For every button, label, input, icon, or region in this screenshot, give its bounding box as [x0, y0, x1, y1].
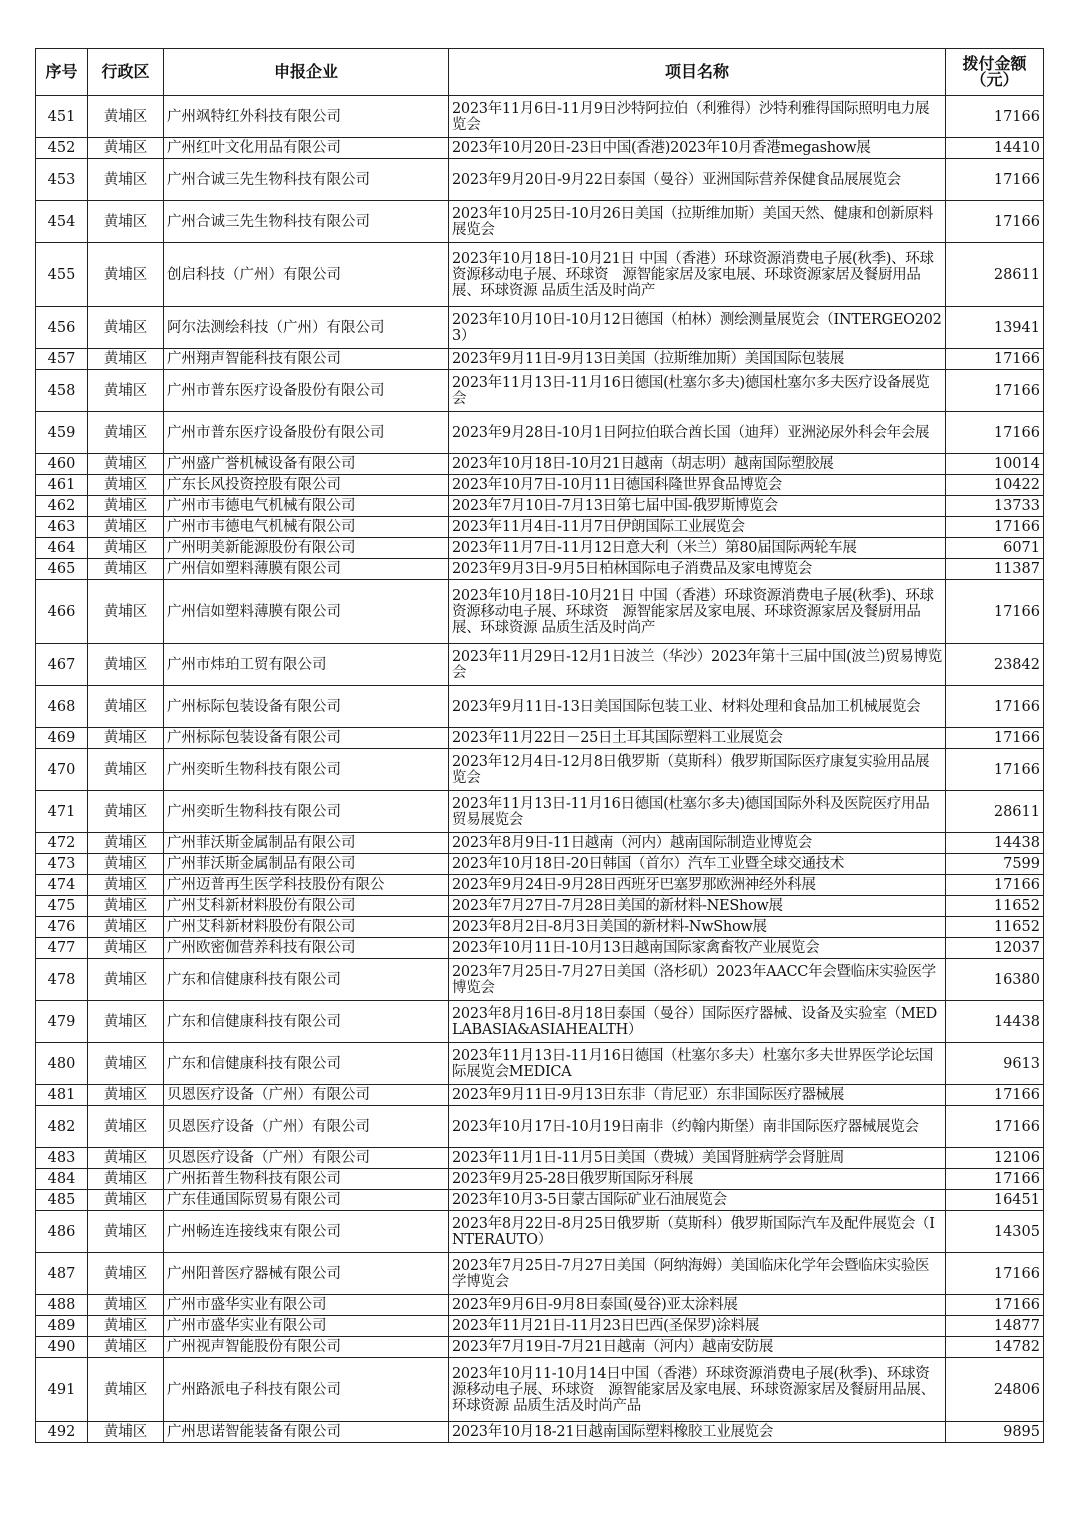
row-enterprise: 广州标际包装设备有限公司: [164, 728, 449, 749]
row-serial-no: 475: [36, 896, 88, 917]
row-serial-no: 454: [36, 201, 88, 243]
row-serial-no: 465: [36, 559, 88, 580]
row-enterprise: 广州市普东医疗设备股份有限公司: [164, 412, 449, 454]
row-enterprise: 广州信如塑料薄膜有限公司: [164, 559, 449, 580]
table-row: [36, 96, 1044, 138]
row-project-name: 2023年11月22日－25日土耳其国际塑料工业展览会: [449, 728, 946, 749]
table-row: [36, 728, 1044, 749]
table-row: [36, 412, 1044, 454]
row-project-name: 2023年7月27日-7月28日美国的新材料-NEShow展: [449, 896, 946, 917]
row-serial-no: 477: [36, 938, 88, 959]
row-project-name: 2023年9月20日-9月22日泰国（曼谷）亚洲国际营养保健食品展展览会: [449, 159, 946, 201]
header-row: [36, 49, 1044, 96]
table-row: [36, 749, 1044, 791]
row-enterprise: 广东和信健康科技有限公司: [164, 1001, 449, 1043]
row-project-name: 2023年10月17日-10月19日南非（约翰内斯堡）南非国际医疗器械展览会: [449, 1106, 946, 1148]
row-project-name: 2023年9月6日-9月8日泰国(曼谷)亚太涂料展: [449, 1295, 946, 1316]
row-district: 黄埔区: [88, 1001, 164, 1043]
row-project-name: 2023年10月18日-20日韩国（首尔）汽车工业暨全球交通技术: [449, 854, 946, 875]
row-enterprise: 广州视声智能股份有限公司: [164, 1337, 449, 1358]
row-amount: 17166: [946, 349, 1044, 370]
row-district: 黄埔区: [88, 938, 164, 959]
row-amount: 17166: [946, 875, 1044, 896]
row-amount: 14782: [946, 1337, 1044, 1358]
row-enterprise: 广州盛广誉机械设备有限公司: [164, 454, 449, 475]
row-enterprise: 广东长风投资控股有限公司: [164, 475, 449, 496]
row-serial-no: 492: [36, 1422, 88, 1443]
header-project-name: 项目名称: [449, 49, 946, 96]
row-amount: 9613: [946, 1043, 1044, 1085]
row-serial-no: 459: [36, 412, 88, 454]
table-row: [36, 1085, 1044, 1106]
row-serial-no: 453: [36, 159, 88, 201]
row-enterprise: 广州市盛华实业有限公司: [164, 1316, 449, 1337]
row-amount: 11652: [946, 917, 1044, 938]
table-row: [36, 1358, 1044, 1422]
row-serial-no: 469: [36, 728, 88, 749]
row-district: 黄埔区: [88, 559, 164, 580]
header-enterprise: 申报企业: [164, 49, 449, 96]
row-amount: 14438: [946, 1001, 1044, 1043]
row-enterprise: 广州红叶文化用品有限公司: [164, 138, 449, 159]
table-row: [36, 896, 1044, 917]
row-project-name: 2023年12月4日-12月8日俄罗斯（莫斯科）俄罗斯国际医疗康复实验用品展览会: [449, 749, 946, 791]
row-project-name: 2023年11月6日-11月9日沙特阿拉伯（利雅得）沙特利雅得国际照明电力展览会: [449, 96, 946, 138]
row-project-name: 2023年10月18日-10月21日 中国（香港）环球资源消费电子展(秋季)、环球资源移动电子展、环球资 源智能家居及家电展、环球资源家居及餐厨用品展、环球资源 品质生活及时尚产: [449, 243, 946, 307]
table-row: [36, 517, 1044, 538]
row-enterprise: 广州飒特红外科技有限公司: [164, 96, 449, 138]
row-amount: 17166: [946, 1295, 1044, 1316]
row-enterprise: 广东和信健康科技有限公司: [164, 1043, 449, 1085]
row-serial-no: 473: [36, 854, 88, 875]
row-district: 黄埔区: [88, 1085, 164, 1106]
row-enterprise: 广州明美新能源股份有限公司: [164, 538, 449, 559]
row-enterprise: 广州标际包装设备有限公司: [164, 686, 449, 728]
row-enterprise: 广州拓普生物科技有限公司: [164, 1169, 449, 1190]
allocation-table: [35, 48, 1044, 1443]
row-amount: 17166: [946, 159, 1044, 201]
row-project-name: 2023年10月3-5日蒙古国际矿业石油展览会: [449, 1190, 946, 1211]
row-serial-no: 479: [36, 1001, 88, 1043]
table-row: [36, 644, 1044, 686]
row-serial-no: 486: [36, 1211, 88, 1253]
row-enterprise: 广东和信健康科技有限公司: [164, 959, 449, 1001]
table-row: [36, 1337, 1044, 1358]
row-enterprise: 广州菲沃斯金属制品有限公司: [164, 854, 449, 875]
table-row: [36, 159, 1044, 201]
row-amount: 14305: [946, 1211, 1044, 1253]
row-enterprise: 广东佳通国际贸易有限公司: [164, 1190, 449, 1211]
row-enterprise: 广州合诚三先生物科技有限公司: [164, 159, 449, 201]
row-district: 黄埔区: [88, 959, 164, 1001]
row-district: 黄埔区: [88, 917, 164, 938]
row-amount: 17166: [946, 412, 1044, 454]
row-enterprise: 广州迈普再生医学科技股份有限公: [164, 875, 449, 896]
row-project-name: 2023年9月28日-10月1日阿拉伯联合酋长国（迪拜）亚洲泌尿外科会年会展: [449, 412, 946, 454]
row-amount: 14438: [946, 833, 1044, 854]
row-serial-no: 466: [36, 580, 88, 644]
row-amount: 10422: [946, 475, 1044, 496]
row-serial-no: 457: [36, 349, 88, 370]
row-amount: 17166: [946, 96, 1044, 138]
row-project-name: 2023年11月13日-11月16日德国（杜塞尔多夫）杜塞尔多夫世界医学论坛国际展览会MEDICA: [449, 1043, 946, 1085]
row-project-name: 2023年9月11日-9月13日美国（拉斯维加斯）美国国际包装展: [449, 349, 946, 370]
row-enterprise: 广州欧密伽营养科技有限公司: [164, 938, 449, 959]
row-amount: 16451: [946, 1190, 1044, 1211]
row-district: 黄埔区: [88, 896, 164, 917]
row-district: 黄埔区: [88, 749, 164, 791]
table-row: [36, 370, 1044, 412]
row-district: 黄埔区: [88, 201, 164, 243]
row-serial-no: 472: [36, 833, 88, 854]
row-enterprise: 广州合诚三先生物科技有限公司: [164, 201, 449, 243]
row-district: 黄埔区: [88, 1211, 164, 1253]
row-project-name: 2023年10月20日-23日中国(香港)2023年10月香港megashow展: [449, 138, 946, 159]
table-row: [36, 791, 1044, 833]
row-amount: 17166: [946, 201, 1044, 243]
table-row: [36, 854, 1044, 875]
table-row: [36, 1190, 1044, 1211]
row-serial-no: 476: [36, 917, 88, 938]
row-project-name: 2023年11月21日-11月23日巴西(圣保罗)涂料展: [449, 1316, 946, 1337]
row-amount: 17166: [946, 686, 1044, 728]
row-project-name: 2023年7月19日-7月21日越南（河内）越南安防展: [449, 1337, 946, 1358]
table-row: [36, 938, 1044, 959]
row-project-name: 2023年10月11日-10月13日越南国际家禽畜牧产业展览会: [449, 938, 946, 959]
row-amount: 17166: [946, 1169, 1044, 1190]
row-project-name: 2023年9月25-28日俄罗斯国际牙科展: [449, 1169, 946, 1190]
table-row: [36, 917, 1044, 938]
row-district: 黄埔区: [88, 833, 164, 854]
table-row: [36, 959, 1044, 1001]
row-district: 黄埔区: [88, 686, 164, 728]
row-project-name: 2023年8月16日-8月18日泰国（曼谷）国际医疗器械、设备及实验室（MEDLABASIA&ASIAHEALTH）: [449, 1001, 946, 1043]
table-row: [36, 307, 1044, 349]
row-district: 黄埔区: [88, 644, 164, 686]
table-row: [36, 875, 1044, 896]
row-enterprise: 广州阳普医疗器械有限公司: [164, 1253, 449, 1295]
row-project-name: 2023年10月11-10月14日中国（香港）环球资源消费电子展(秋季)、环球资源移动电子展、环球资 源智能家居及家电展、环球资源家居及餐厨用品展、环球资源 品质生活及时尚产品: [449, 1358, 946, 1422]
row-district: 黄埔区: [88, 791, 164, 833]
row-serial-no: 480: [36, 1043, 88, 1085]
row-serial-no: 464: [36, 538, 88, 559]
row-enterprise: 广州信如塑料薄膜有限公司: [164, 580, 449, 644]
row-enterprise: 广州市炜珀工贸有限公司: [164, 644, 449, 686]
table-row: [36, 1422, 1044, 1443]
table-row: [36, 1169, 1044, 1190]
row-project-name: 2023年9月24日-9月28日西班牙巴塞罗那欧洲神经外科展: [449, 875, 946, 896]
row-project-name: 2023年9月3日-9月5日柏林国际电子消费品及家电博览会: [449, 559, 946, 580]
row-amount: 10014: [946, 454, 1044, 475]
row-serial-no: 485: [36, 1190, 88, 1211]
row-enterprise: 广州菲沃斯金属制品有限公司: [164, 833, 449, 854]
row-district: 黄埔区: [88, 412, 164, 454]
row-project-name: 2023年8月22日-8月25日俄罗斯（莫斯科）俄罗斯国际汽车及配件展览会（INTERAUTO）: [449, 1211, 946, 1253]
row-district: 黄埔区: [88, 1358, 164, 1422]
row-amount: 11387: [946, 559, 1044, 580]
row-serial-no: 456: [36, 307, 88, 349]
table-row: [36, 1148, 1044, 1169]
row-district: 黄埔区: [88, 1190, 164, 1211]
row-project-name: 2023年10月7日-10月11日德国科隆世界食品博览会: [449, 475, 946, 496]
row-district: 黄埔区: [88, 349, 164, 370]
row-district: 黄埔区: [88, 1295, 164, 1316]
row-serial-no: 474: [36, 875, 88, 896]
row-district: 黄埔区: [88, 370, 164, 412]
row-enterprise: 广州路派电子科技有限公司: [164, 1358, 449, 1422]
row-amount: 17166: [946, 728, 1044, 749]
row-amount: 14410: [946, 138, 1044, 159]
row-amount: 17166: [946, 580, 1044, 644]
row-enterprise: 贝恩医疗设备（广州）有限公司: [164, 1085, 449, 1106]
row-project-name: 2023年11月7日-11月12日意大利（米兰）第80届国际两轮车展: [449, 538, 946, 559]
row-district: 黄埔区: [88, 1169, 164, 1190]
row-amount: 17166: [946, 370, 1044, 412]
row-district: 黄埔区: [88, 580, 164, 644]
row-project-name: 2023年10月25日-10月26日美国（拉斯维加斯）美国天然、健康和创新原料展览会: [449, 201, 946, 243]
row-serial-no: 490: [36, 1337, 88, 1358]
row-serial-no: 468: [36, 686, 88, 728]
row-enterprise: 广州奕昕生物科技有限公司: [164, 791, 449, 833]
row-serial-no: 461: [36, 475, 88, 496]
row-serial-no: 463: [36, 517, 88, 538]
table-row: [36, 1295, 1044, 1316]
header-district: 行政区: [88, 49, 164, 96]
header-amount: 拨付金额（元）: [946, 49, 1044, 96]
table-row: [36, 580, 1044, 644]
row-district: 黄埔区: [88, 138, 164, 159]
row-project-name: 2023年7月25日-7月27日美国（洛杉矶）2023年AACC年会暨临床实验医学博览会: [449, 959, 946, 1001]
row-amount: 12037: [946, 938, 1044, 959]
row-amount: 28611: [946, 243, 1044, 307]
row-serial-no: 488: [36, 1295, 88, 1316]
row-amount: 11652: [946, 896, 1044, 917]
table-body: [36, 96, 1044, 1443]
row-serial-no: 491: [36, 1358, 88, 1422]
row-district: 黄埔区: [88, 854, 164, 875]
row-enterprise: 阿尔法测绘科技（广州）有限公司: [164, 307, 449, 349]
row-enterprise: 广州奕昕生物科技有限公司: [164, 749, 449, 791]
row-serial-no: 487: [36, 1253, 88, 1295]
row-enterprise: 广州市盛华实业有限公司: [164, 1295, 449, 1316]
row-amount: 12106: [946, 1148, 1044, 1169]
row-project-name: 2023年7月10日-7月13日第七届中国-俄罗斯博览会: [449, 496, 946, 517]
row-amount: 24806: [946, 1358, 1044, 1422]
row-project-name: 2023年9月11日-9月13日东非（肯尼亚）东非国际医疗器械展: [449, 1085, 946, 1106]
row-serial-no: 462: [36, 496, 88, 517]
table-row: [36, 1253, 1044, 1295]
row-amount: 7599: [946, 854, 1044, 875]
row-enterprise: 广州畅连连接线束有限公司: [164, 1211, 449, 1253]
row-serial-no: 460: [36, 454, 88, 475]
row-serial-no: 482: [36, 1106, 88, 1148]
row-project-name: 2023年8月2日-8月3日美国的新材料-NwShow展: [449, 917, 946, 938]
table-row: [36, 1043, 1044, 1085]
row-project-name: 2023年9月11日-13日美国国际包装工业、材料处理和食品加工机械展览会: [449, 686, 946, 728]
table-row: [36, 538, 1044, 559]
row-amount: 9895: [946, 1422, 1044, 1443]
row-amount: 28611: [946, 791, 1044, 833]
row-serial-no: 467: [36, 644, 88, 686]
table-row: [36, 1001, 1044, 1043]
row-district: 黄埔区: [88, 1106, 164, 1148]
row-amount: 17166: [946, 1106, 1044, 1148]
row-district: 黄埔区: [88, 159, 164, 201]
row-district: 黄埔区: [88, 243, 164, 307]
row-serial-no: 478: [36, 959, 88, 1001]
row-district: 黄埔区: [88, 1043, 164, 1085]
row-district: 黄埔区: [88, 538, 164, 559]
row-enterprise: 广州市普东医疗设备股份有限公司: [164, 370, 449, 412]
table-row: [36, 559, 1044, 580]
row-enterprise: 广州艾科新材料股份有限公司: [164, 917, 449, 938]
row-project-name: 2023年7月25日-7月27日美国（阿纳海姆）美国临床化学年会暨临床实验医学博览会: [449, 1253, 946, 1295]
table-row: [36, 833, 1044, 854]
table-row: [36, 496, 1044, 517]
row-serial-no: 483: [36, 1148, 88, 1169]
row-project-name: 2023年11月13日-11月16日德国(杜塞尔多夫)德国杜塞尔多夫医疗设备展览会: [449, 370, 946, 412]
table-row: [36, 454, 1044, 475]
row-district: 黄埔区: [88, 454, 164, 475]
table-row: [36, 1211, 1044, 1253]
row-serial-no: 452: [36, 138, 88, 159]
table-row: [36, 475, 1044, 496]
row-project-name: 2023年10月18日-10月21日 中国（香港）环球资源消费电子展(秋季)、环球资源移动电子展、环球资 源智能家居及家电展、环球资源家居及餐厨用品展、环球资源 品质生活及时尚产: [449, 580, 946, 644]
row-enterprise: 贝恩医疗设备（广州）有限公司: [164, 1106, 449, 1148]
row-district: 黄埔区: [88, 875, 164, 896]
table-row: [36, 1316, 1044, 1337]
row-amount: 17166: [946, 749, 1044, 791]
row-amount: 17166: [946, 1085, 1044, 1106]
row-project-name: 2023年11月1日-11月5日美国（费城）美国肾脏病学会肾脏周: [449, 1148, 946, 1169]
table-row: [36, 1106, 1044, 1148]
row-amount: 14877: [946, 1316, 1044, 1337]
row-district: 黄埔区: [88, 96, 164, 138]
row-project-name: 2023年11月4日-11月7日伊朗国际工业展览会: [449, 517, 946, 538]
row-amount: 13733: [946, 496, 1044, 517]
row-project-name: 2023年10月18-21日越南国际塑料橡胶工业展览会: [449, 1422, 946, 1443]
table-row: [36, 686, 1044, 728]
row-district: 黄埔区: [88, 728, 164, 749]
row-enterprise: 广州市韦德电气机械有限公司: [164, 496, 449, 517]
row-serial-no: 455: [36, 243, 88, 307]
row-serial-no: 489: [36, 1316, 88, 1337]
row-enterprise: 创启科技（广州）有限公司: [164, 243, 449, 307]
row-project-name: 2023年11月13日-11月16日德国(杜塞尔多夫)德国国际外科及医院医疗用品贸易展览会: [449, 791, 946, 833]
row-serial-no: 451: [36, 96, 88, 138]
table-row: [36, 349, 1044, 370]
table-row: [36, 138, 1044, 159]
row-serial-no: 471: [36, 791, 88, 833]
row-enterprise: 广州市韦德电气机械有限公司: [164, 517, 449, 538]
row-district: 黄埔区: [88, 1148, 164, 1169]
row-amount: 23842: [946, 644, 1044, 686]
header-serial-no: 序号: [36, 49, 88, 96]
row-project-name: 2023年8月9日-11日越南（河内）越南国际制造业博览会: [449, 833, 946, 854]
row-district: 黄埔区: [88, 475, 164, 496]
row-serial-no: 470: [36, 749, 88, 791]
row-enterprise: 广州思诺智能装备有限公司: [164, 1422, 449, 1443]
row-serial-no: 481: [36, 1085, 88, 1106]
row-serial-no: 458: [36, 370, 88, 412]
row-district: 黄埔区: [88, 496, 164, 517]
table-row: [36, 201, 1044, 243]
row-district: 黄埔区: [88, 1253, 164, 1295]
row-district: 黄埔区: [88, 517, 164, 538]
row-serial-no: 484: [36, 1169, 88, 1190]
row-project-name: 2023年10月10日-10月12日德国（柏林）测绘测量展览会（INTERGEO2023）: [449, 307, 946, 349]
row-enterprise: 广州翔声智能科技有限公司: [164, 349, 449, 370]
row-district: 黄埔区: [88, 307, 164, 349]
row-project-name: 2023年11月29日-12月1日波兰（华沙）2023年第十三届中国(波兰)贸易博览会: [449, 644, 946, 686]
row-district: 黄埔区: [88, 1337, 164, 1358]
row-district: 黄埔区: [88, 1422, 164, 1443]
row-amount: 6071: [946, 538, 1044, 559]
row-amount: 17166: [946, 517, 1044, 538]
row-enterprise: 广州艾科新材料股份有限公司: [164, 896, 449, 917]
row-amount: 17166: [946, 1253, 1044, 1295]
row-project-name: 2023年10月18日-10月21日越南（胡志明）越南国际塑胶展: [449, 454, 946, 475]
table-row: [36, 243, 1044, 307]
row-enterprise: 贝恩医疗设备（广州）有限公司: [164, 1148, 449, 1169]
row-amount: 13941: [946, 307, 1044, 349]
row-district: 黄埔区: [88, 1316, 164, 1337]
row-amount: 16380: [946, 959, 1044, 1001]
